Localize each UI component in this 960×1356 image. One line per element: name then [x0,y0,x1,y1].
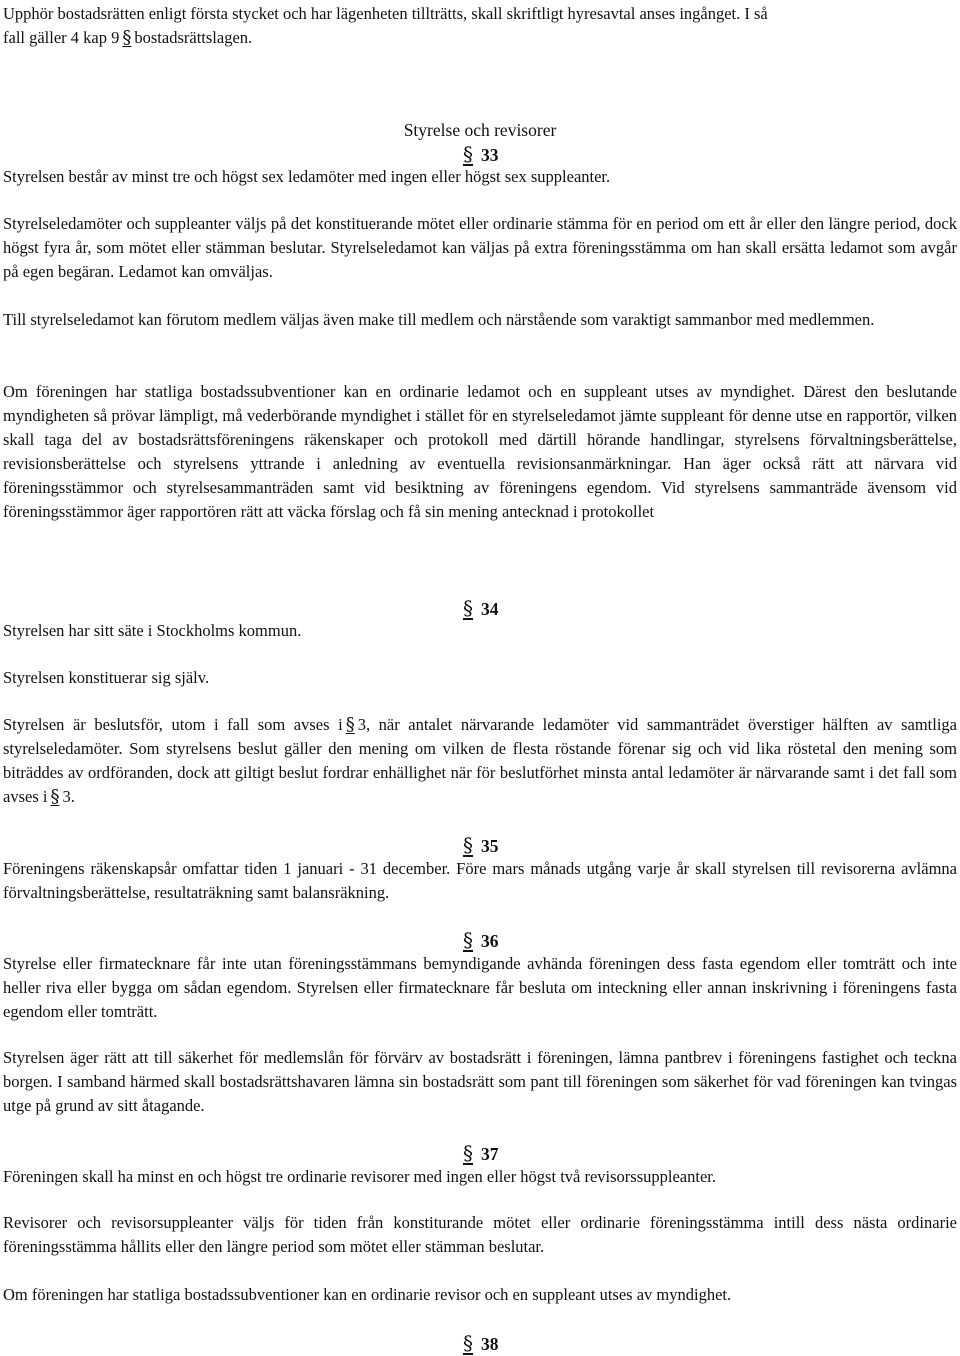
section-37-p2: Revisorer och revisorsuppleanter väljs för tiden från konstiturande mötet eller ordinarie föreningsstämma intill dess nästa ordinarie föreningsstämma hållits eller den längre period som mötet eller stämman beslutar. [3,1213,957,1256]
section-33-p3: Till styrelseledamot kan förutom medlem väljas även make till medlem och närstående som varaktigt sammanbor med medlemmen. [3,310,875,329]
paragraph-sign-icon: § [463,1331,473,1355]
intro-paragraph [3,2,957,50]
paragraph-sign-icon: § [345,714,355,735]
section-36-p2: Styrelsen äger rätt att till säkerhet för medlemslån för förvärv av bostadsrätt i föreningen, lämna pantbrev i föreningens fastighet och teckna borgen. I samband härmed skall bostadsrättshavaren lämna sin bostadsrätt som pant till föreningen som säkerhet för vad föreningen kan tvingas utge på grund av sitt åtagande. [3,1048,957,1115]
paragraph-sign-icon: § [50,786,60,807]
section-heading: Styrelse och revisorer [403,120,557,140]
intro-line-1: Upphör bostadsrätten enligt första stycket och har lägenheten tillträtts, skall skriftligt hyresavtal anses ingånget. I så [3,4,768,23]
section-35-number: § 35 [463,833,499,857]
paragraph-sign-icon: § [463,833,473,857]
section-34-number: § 34 [463,596,499,620]
paragraph-sign-icon: § [463,142,473,166]
intro-line-2b: bostadsrättslagen. [134,28,253,47]
section-37-number: § 37 [463,1141,499,1165]
section-33-p1: Styrelsen består av minst tre och högst sex ledamöter med ingen eller högst sex suppleanter. [3,167,611,186]
paragraph-sign-icon: § [463,1141,473,1165]
section-37-p1: Föreningen skall ha minst en och högst tre ordinarie revisorer med ingen eller högst två revisorssuppleanter. [3,1167,716,1186]
section-34-p2: Styrelsen konstituerar sig själv. [3,668,210,687]
section-38-number: § 38 [463,1331,499,1355]
section-37-p3: Om föreningen har statliga bostadssubventioner kan en ordinarie revisor och en suppleant utses av myndighet. [3,1285,732,1304]
section-36-p1: Styrelse eller firmatecknare får inte utan föreningsstämmans bemyndigande avhända föreningen dess fasta egendom eller tomträtt och inte heller riva eller bygga om sådan egendom. Styrelsen eller firmatecknare får besluta om inteckning eller annan inskrivning i föreningens fasta egendom eller tomträtt. [3,954,957,1021]
section-36-number: § 36 [463,928,499,952]
paragraph-sign-icon: § [463,928,473,952]
section-33-p4: Om föreningen har statliga bostadssubventioner kan en ordinarie ledamot och en suppleant utses av myndighet. Därest den beslutande myndigheten så prövar lämpligt, må vederbörande myndighet i stället för en styrelseledamot jämte suppleant för denne utse en rapportör, vilken skall taga del av bostadsrättsföreningens räkenskaper och protokoll med därtill hörande handlingar, styrelsens förvaltningsberättelse, revisionsberättelse och styrelsens yttrande i anledning av eventuella revisionsanmärkningar. Han äger också rätt att närvara vid föreningsstämmor och styrelsesammanträden samt vid besiktning av föreningens egendom. Vid styrelsens sammanträde ävensom vid föreningsstämmor äger rapportören rätt att väcka förslag och få sin mening antecknad i protokollet [3,382,957,521]
section-33-p2: Styrelseledamöter och suppleanter väljs på det konstituerande mötet eller ordinarie stämma för en period om ett år eller den längre period, dock högst fyra år, som mötet eller stämman beslutar. Styrelseledamot kan väljas på extra föreningsstämma om han skall ersätta ledamot som avgår på egen begäran. Ledamot kan omväljas. [3,214,957,281]
section-33-number: § 33 [463,142,499,166]
section-35-p1: Föreningens räkenskapsår omfattar tiden 1 januari - 31 december. Före mars månads utgång varje år skall styrelsen till revisorerna avlämna förvaltningsberättelse, resultaträkning samt balansräkning. [3,859,957,902]
section-34-p1: Styrelsen har sitt säte i Stockholms kommun. [3,621,302,640]
paragraph-sign-icon: § [463,596,473,620]
section-34-p3: Styrelsen är beslutsför, utom i fall som avses i § 3, när antalet närvarande ledamöter vid sammanträdet överstiger hälften av samtliga styrelseledamöter. Som styrelsens beslut gäller den mening om vilken de flesta röstande förenar sig och vid lika röstetal den mening som biträddes av ordföranden, dock att giltigt beslut fordrar enhällighet när för beslutförhet minsta antal ledamöter är närvarande samt i det fall som avses i § 3. [3,714,957,807]
paragraph-sign-icon: § [122,27,132,48]
intro-line-2: fall gäller 4 kap 9 [3,28,120,47]
